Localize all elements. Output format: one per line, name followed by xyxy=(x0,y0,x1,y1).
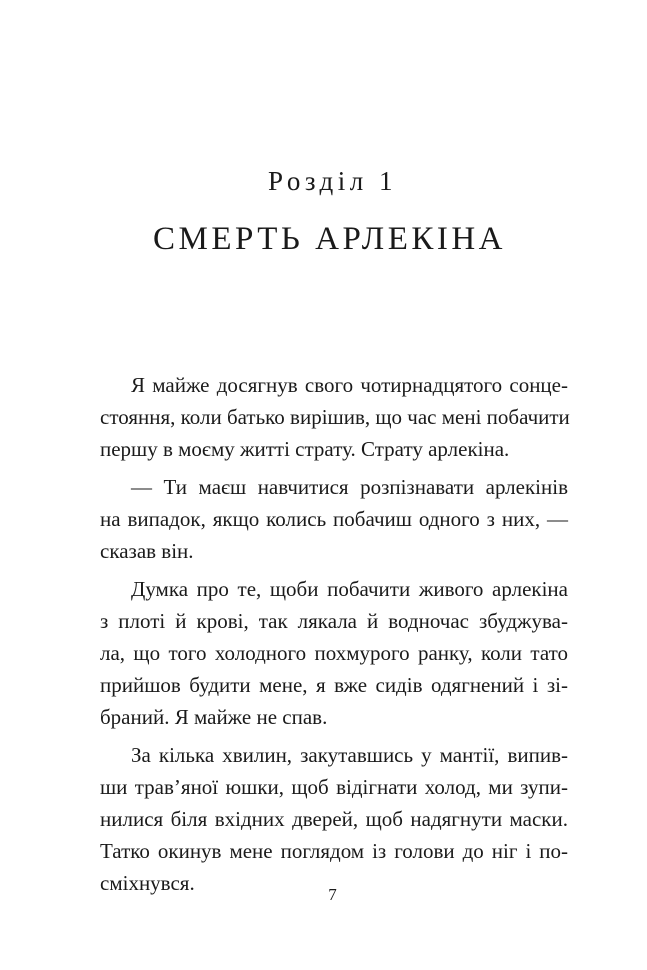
text-line: сміхнувся. xyxy=(100,871,195,895)
chapter-label: Розділ 1 xyxy=(268,166,397,196)
paragraph xyxy=(100,573,568,733)
text-line: з плоті й крові, так лякала й водночас збуджува- xyxy=(100,609,568,633)
text-line: нилися біля вхідних дверей, щоб надягнути маски. xyxy=(100,807,568,831)
text-line: — Ти маєш навчитися розпізнавати арлекінів xyxy=(131,475,568,499)
page-number: 7 xyxy=(328,885,337,904)
paragraph xyxy=(100,369,568,465)
text-line: стояння, коли батько вирішив, що час мені побачити xyxy=(100,405,570,429)
text-line: прийшов будити мене, я вже сидів одягнений і зі- xyxy=(100,673,568,697)
text-line: Татко окинув мене поглядом із голови до ніг і по- xyxy=(100,839,568,863)
body-text xyxy=(100,369,568,899)
text-line: ла, що того холодного похмурого ранку, коли тато xyxy=(100,641,568,665)
text-line: браний. Я майже не спав. xyxy=(100,705,328,729)
paragraph xyxy=(100,739,568,899)
text-line: першу в моєму житті страту. Страту арлекіна. xyxy=(100,437,510,461)
text-line: За кілька хвилин, закутавшись у мантії, випив- xyxy=(131,743,568,767)
text-line: на випадок, якщо колись побачиш одного з них, — xyxy=(100,507,568,531)
text-line: Думка про те, щоби побачити живого арлекіна xyxy=(131,577,568,601)
text-line: Я майже досягнув свого чотирнадцятого сонце- xyxy=(131,373,568,397)
paragraph xyxy=(100,471,568,567)
text-line: ши трав’яної юшки, щоб відігнати холод, ми зупи- xyxy=(100,775,568,799)
text-line: сказав він. xyxy=(100,539,194,563)
chapter-title: СМЕРТЬ АРЛЕКІНА xyxy=(152,221,507,257)
